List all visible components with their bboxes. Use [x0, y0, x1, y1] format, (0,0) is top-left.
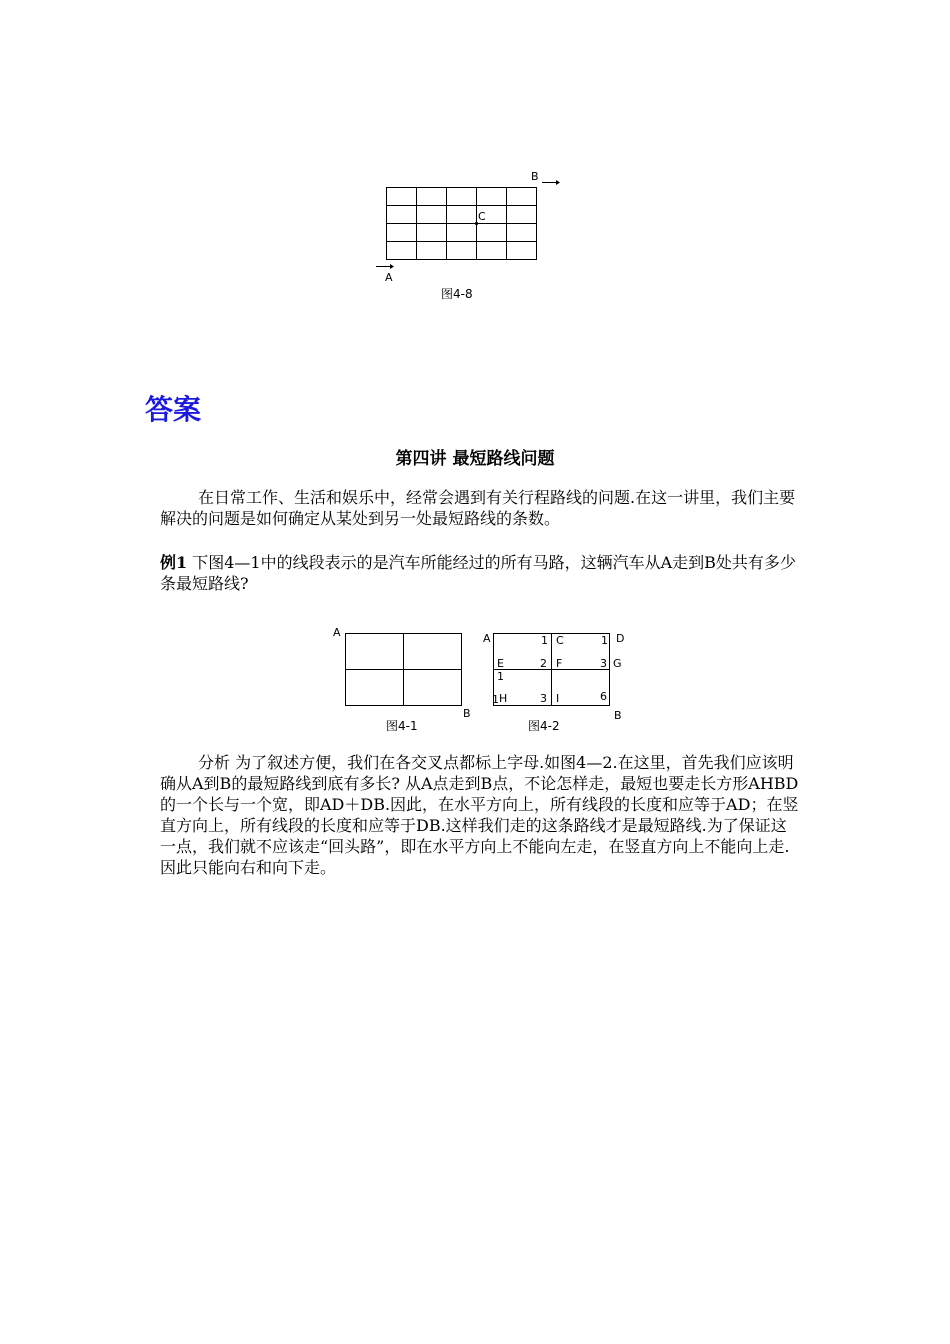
figure-4-2-label-e: E [497, 657, 504, 670]
figure-4-8-caption: 图4-8 [441, 287, 473, 301]
figure-4-2-label-h: H [499, 692, 508, 705]
figure-4-1-caption: 图4-1 [386, 719, 418, 733]
figure-4-2-label-i: I [556, 692, 560, 705]
figure-4-2-grid [488, 628, 618, 713]
figure-4-2-num-bottom-right: 6 [600, 690, 607, 703]
figure-4-2-label-d: D [616, 632, 625, 645]
figure-4-1-label-a: A [333, 626, 341, 639]
figure-4-2-caption: 图4-2 [528, 719, 560, 733]
figure-4-2-num-mid-left: 2 [540, 657, 547, 670]
figure-4-2-num-mid-right: 3 [600, 657, 607, 670]
figure-4-8-label-b: B [531, 170, 539, 183]
figure-4-2-num-top-left: 1 [541, 634, 548, 647]
figure-4-2-num-left-lower: 1 [492, 693, 499, 706]
figure-4-1-label-b: B [463, 707, 471, 720]
example-1-text: 下图4—1中的线段表示的是汽车所能经过的所有马路，这辆汽车从A走到B处共有多少条最短路线? [160, 553, 796, 593]
example-1-label: 例1 [160, 553, 188, 572]
figure-4-2-label-c: C [556, 634, 564, 647]
figure-4-2-label-g: G [613, 657, 622, 670]
lecture-title: 第四讲 最短路线问题 [395, 449, 555, 469]
figure-4-8-label-c: C [478, 210, 486, 223]
figure-4-8-grid [370, 165, 570, 305]
intro-paragraph: 在日常工作、生活和娱乐中，经常会遇到有关行程路线的问题.在这一讲里，我们主要解决的问题是如何确定从某处到另一处最短路线的条数。 [160, 488, 796, 528]
figure-4-8-label-a: A [385, 271, 393, 284]
figure-4-1-grid [340, 628, 470, 713]
figure-4-2-num-bottom-left: 3 [540, 692, 547, 705]
answer-heading: 答案 [145, 393, 202, 426]
figure-4-2-label-a: A [483, 632, 491, 645]
figure-4-2-label-b: B [614, 709, 622, 722]
example-1 [160, 552, 800, 594]
analysis-paragraph: 分析 为了叙述方便，我们在各交叉点都标上字母.如图4—2.在这里，首先我们应该明确从A到B的最短路线到底有多长? 从A点走到B点，不论怎样走，最短也要走长方形AHBD的一个长与一个宽，即AD＋DB.因此，在水平方向上，所有线段的长度和应等于AD；在竖直方向上，所有线段的长度和应等于DB.这样我们走的这条路线才是最短路线.为了保证这一点，我们就不应该走“回头路”，即在水平方向上不能向左走，在竖直方向上不能向上走.因此只能向右和向下走。 [160, 753, 799, 877]
figure-4-2-num-top-right: 1 [601, 634, 608, 647]
figure-4-2-label-f: F [556, 657, 563, 670]
figure-4-2-num-left-upper: 1 [497, 670, 504, 683]
